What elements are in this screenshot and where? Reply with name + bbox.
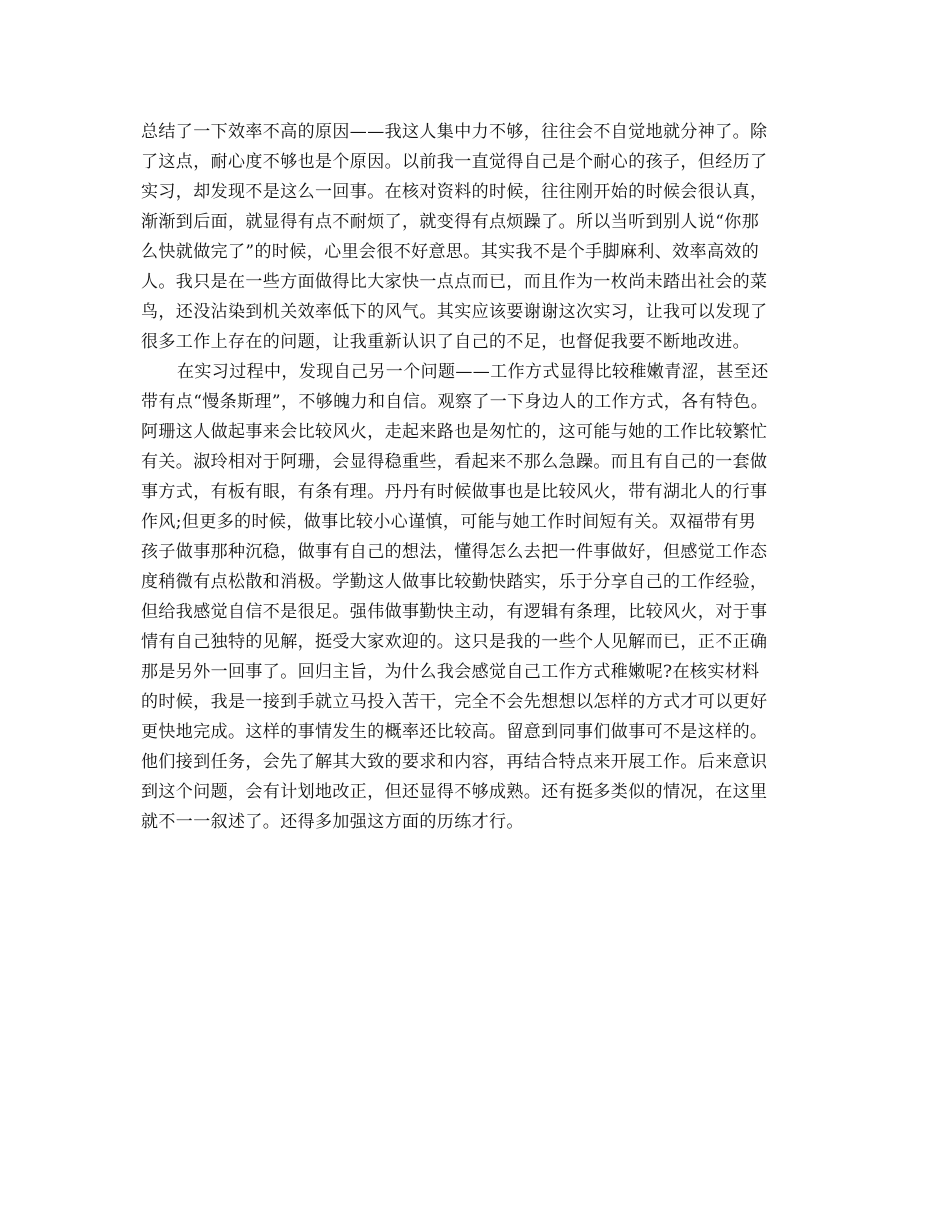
text-line: 阿珊这人做起事来会比较风火，走起来路也是匆忙的，这可能与她的工作比较繁忙 [141, 422, 768, 442]
text-line: 带有点“慢条斯理”，不够魄力和自信。观察了一下身边人的工作方式，各有特色。 [141, 392, 769, 412]
text-line: 总结了一下效率不高的原因——我这人集中力不够，往往会不自觉地就分神了。除 [141, 122, 768, 142]
text-line: 么快就做完了”的时候，心里会很不好意思。其实我不是个手脚麻利、效率高效的 [141, 242, 760, 262]
paragraph-1 [141, 117, 821, 357]
text-line: 到这个问题，会有计划地改正，但还显得不够成熟。还有挺多类似的情况，在这里 [141, 782, 768, 802]
text-line: 很多工作上存在的问题，让我重新认识了自己的不足，也督促我要不断地改进。 [141, 332, 750, 352]
text-line: 人。我只是在一些方面做得比大家快一点点而已，而且作为一枚尚未踏出社会的菜 [141, 272, 768, 292]
text-line: 那是另外一回事了。回归主旨，为什么我会感觉自己工作方式稚嫩呢?在核实材料 [141, 662, 760, 682]
text-line: 就不一一叙述了。还得多加强这方面的历练才行。 [141, 812, 524, 832]
text-line: 实习，却发现不是这么一回事。在核对资料的时候，往往刚开始的时候会很认真， [141, 182, 768, 202]
text-line: 事方式，有板有眼，有条有理。丹丹有时候做事也是比较风火，带有湖北人的行事 [141, 482, 768, 502]
paragraph-2 [141, 357, 821, 837]
text-line: 有关。淑玲相对于阿珊，会显得稳重些，看起来不那么急躁。而且有自己的一套做 [141, 452, 768, 472]
text-line: 度稍微有点松散和消极。学勤这人做事比较勤快踏实，乐于分享自己的工作经验， [141, 572, 768, 592]
text-line: 作风;但更多的时候，做事比较小心谨慎，可能与她工作时间短有关。双福带有男 [141, 512, 757, 532]
text-line: 更快地完成。这样的事情发生的概率还比较高。留意到同事们做事可不是这样的。 [141, 722, 768, 742]
text-line: 鸟，还没沾染到机关效率低下的风气。其实应该要谢谢这次实习，让我可以发现了 [141, 302, 768, 322]
text-line: 渐渐到后面，就显得有点不耐烦了，就变得有点烦躁了。所以当听到别人说“你那 [141, 212, 760, 232]
text-line: 孩子做事那种沉稳，做事有自己的想法，懂得怎么去把一件事做好，但感觉工作态 [141, 542, 768, 562]
text-line: 在实习过程中，发现自己另一个问题——工作方式显得比较稚嫩青涩，甚至还 [177, 362, 769, 382]
text-line: 但给我感觉自信不是很足。强伟做事勤快主动，有逻辑有条理，比较风火，对于事 [141, 602, 768, 622]
text-line: 的时候，我是一接到手就立马投入苦干，完全不会先想想以怎样的方式才可以更好 [141, 692, 768, 712]
text-line: 了这点，耐心度不够也是个原因。以前我一直觉得自己是个耐心的孩子，但经历了 [141, 152, 768, 172]
text-line: 情有自己独特的见解，挺受大家欢迎的。这只是我的一些个人见解而已，正不正确 [141, 632, 768, 652]
body-text [141, 117, 821, 837]
text-line: 他们接到任务，会先了解其大致的要求和内容，再结合特点来开展工作。后来意识 [141, 752, 768, 772]
